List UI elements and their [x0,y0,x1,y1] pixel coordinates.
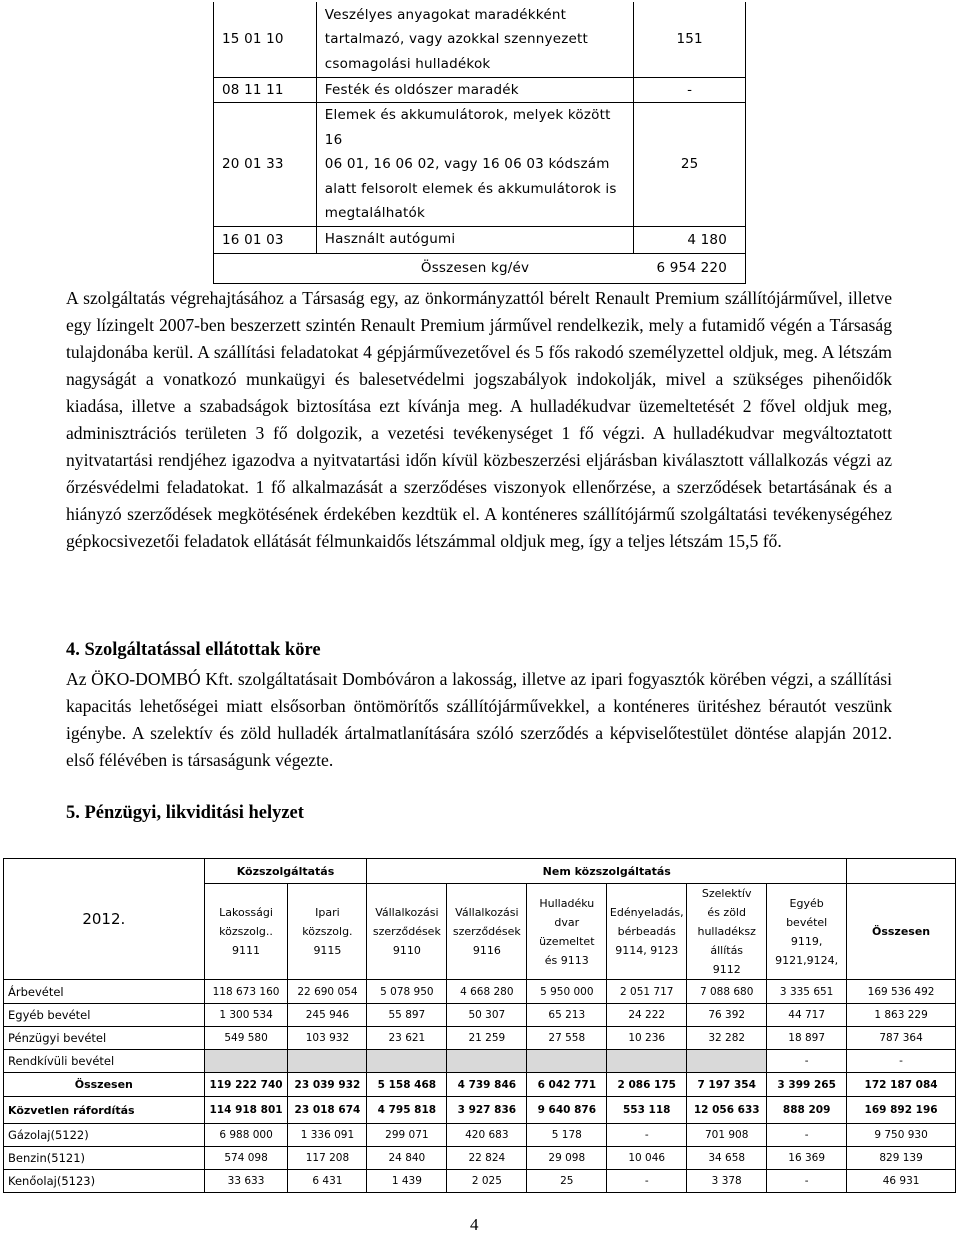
finance-cell: 553 118 [607,1097,687,1124]
waste-description-line: megtalálhatók [324,205,425,221]
finance-row [4,1027,956,1050]
column-header [367,884,447,980]
finance-cell: 1 300 534 [204,1004,288,1027]
column-header-line: közszolg.. 9111 [219,925,273,957]
waste-code: 15 01 10 [214,2,317,77]
finance-year: 2012. [4,859,205,980]
column-header [447,884,527,980]
finance-cell: 5 158 468 [367,1073,447,1097]
column-header-line: Hulladéku [539,896,595,910]
finance-cell: 9 640 876 [527,1097,607,1124]
finance-cell: 24 222 [607,1004,687,1027]
waste-description-line: 06 01, 16 06 02, vagy 16 06 03 kódszám [324,156,610,172]
finance-cell: 245 946 [288,1004,367,1027]
finance-cell: 1 336 091 [288,1124,367,1147]
finance-group-row [4,859,956,884]
finance-cell: 420 683 [447,1124,527,1147]
column-header-line: dvar [554,915,580,929]
finance-cell: 16 369 [767,1147,847,1170]
finance-cell: 55 897 [367,1004,447,1027]
finance-cell: 3 335 651 [767,980,847,1004]
finance-cell: 114 918 801 [204,1097,288,1124]
finance-cell: 2 025 [447,1170,527,1193]
finance-cell: 172 187 084 [847,1073,956,1097]
finance-row [4,1170,956,1193]
finance-row [4,1004,956,1027]
column-header-line: 9114, 9123 [615,944,679,957]
waste-description-line: Festék és oldószer maradék [324,81,519,98]
finance-cell: 6 988 000 [204,1124,288,1147]
finance-cell: 10 046 [607,1147,687,1170]
column-header-line: szerződések [372,925,441,938]
waste-description-line: alatt felsorolt elemek és akkumulátorok is [324,180,617,197]
waste-quantity: 151 [634,2,746,77]
finance-cell: - [607,1170,687,1193]
finance-cell: 3 378 [687,1170,767,1193]
column-header-line: Egyéb [789,896,824,910]
column-header [204,884,288,980]
service-text: A szolgáltatás végrehajtásához a Társaság egy, az önkormányzattól bérelt Renault Premium szállítójárművel, illetve egy lízingelt 2007-ben beszerzett szintén Renault Premium járművel rendelkezik, mely a futamidő végén a Társaság tulajdonába kerül. A szállítási feladatokat 4 gépjárművezetővel és 5 fős rakodó személyzettel oldjuk, meg. A létszám nagyságát a vonatkozó munkaügyi és balesetvédelmi jogszabályok indokolják, mivel a szükséges pihenőidők kiadása, illetve a szabadságok biztosítása ezt kívánja meg. A hulladékudvar üzemeltetését 2 fővel oldjuk meg, adminisztrációs területen 3 fő dolgozik, a vezetési tevékenységet 1 fő végzi. A hulladékudvar megváltoztatott nyitvatartási rendjéhez igazodva a nyitvatartási időn kívül közbeszerzési eljárásban kiválasztott vállalkozás végzi az őrzésvédelmi feladatokat. 1 fő alkalmazását a szerződéses viszonyok ellenőrzése, a szerződések betartásának és a hiányzó szerződések megkötésének érdekében kezdtük el. A konténeres szállítójármű szolgáltatási tevékenységéhez gépkocsivezetői feladatok ellátását félmunkaidős létszámmal oldjuk meg, így a teljes létszám 15,5 fő. [66,288,892,551]
column-header [527,884,607,980]
waste-table [213,2,746,284]
finance-cell: - [607,1124,687,1147]
service-paragraph [66,285,892,555]
waste-total-spacer [214,253,317,283]
group-total-blank [847,859,956,884]
finance-cell: 4 795 818 [367,1097,447,1124]
finance-cell: 1 863 229 [847,1004,956,1027]
column-header-line: Ipari [315,906,340,919]
column-header-line: bérbeadás [617,925,676,938]
column-header [288,884,367,980]
finance-row-label: Pénzügyi bevétel [4,1027,205,1050]
finance-cell: 299 071 [367,1124,447,1147]
finance-cell: 5 078 950 [367,980,447,1004]
finance-cell: 549 580 [204,1027,288,1050]
finance-cell: 9 750 930 [847,1124,956,1147]
finance-row [4,1073,956,1097]
column-header-line: Vállalkozási [375,906,439,919]
column-header [847,884,956,980]
finance-cell: 50 307 [447,1004,527,1027]
column-header-line: Összesen [871,925,931,938]
finance-row [4,1124,956,1147]
finance-cell [607,1050,687,1073]
finance-cell [367,1050,447,1073]
column-header-line: 9112 [712,963,741,976]
finance-cell: 5 950 000 [527,980,607,1004]
finance-cell: 4 668 280 [447,980,527,1004]
finance-cell: 888 209 [767,1097,847,1124]
finance-cell: 22 690 054 [288,980,367,1004]
finance-cell: 787 364 [847,1027,956,1050]
column-header-line: szerződések [452,925,521,938]
column-header-line: közszolg. [302,925,353,938]
waste-description-line: Használt autógumi [324,231,456,248]
finance-cell: 118 673 160 [204,980,288,1004]
waste-row [214,103,746,227]
column-header-line: 9116 [472,944,501,957]
waste-total-value: 6 954 220 [634,253,746,283]
finance-row [4,1097,956,1124]
waste-description [316,2,633,77]
finance-cell: 3 399 265 [767,1073,847,1097]
column-header-line: üzemeltet [539,934,595,948]
waste-quantity: - [634,77,746,103]
finance-cell: 103 932 [288,1027,367,1050]
waste-description [316,226,633,253]
column-header-line: Szelektív [701,887,752,900]
finance-row-label: Rendkívüli bevétel [4,1050,205,1073]
finance-cell: 2 051 717 [607,980,687,1004]
section-4-heading: 4. Szolgáltatással ellátottak köre [66,640,321,660]
finance-cell: - [847,1050,956,1073]
finance-cell: - [767,1050,847,1073]
finance-cell: 33 633 [204,1170,288,1193]
finance-cell: 23 018 674 [288,1097,367,1124]
finance-cell: 25 [527,1170,607,1193]
finance-cell: 27 558 [527,1027,607,1050]
finance-cell: 2 086 175 [607,1073,687,1097]
column-header-line: Vállalkozási [455,906,519,919]
group-nonpublic: Nem közszolgáltatás [367,859,847,884]
finance-cell: 23 039 932 [288,1073,367,1097]
finance-table [3,858,956,1193]
column-header-line: 9121,9124, [775,953,839,967]
finance-row [4,980,956,1004]
finance-cell: 24 840 [367,1147,447,1170]
column-header [607,884,687,980]
finance-cell: 169 536 492 [847,980,956,1004]
finance-cell: 169 892 196 [847,1097,956,1124]
finance-cell: 574 098 [204,1147,288,1170]
waste-description-line: Veszélyes anyagokat maradékként [324,6,567,23]
waste-quantity: 4 180 [634,226,746,253]
finance-cell: 34 658 [687,1147,767,1170]
finance-cell: 76 392 [687,1004,767,1027]
finance-cell: 117 208 [288,1147,367,1170]
finance-cell: 65 213 [527,1004,607,1027]
waste-row [214,226,746,253]
finance-row [4,1147,956,1170]
finance-cell [204,1050,288,1073]
finance-row-label: Közvetlen ráfordítás [4,1097,205,1124]
finance-cell: 46 931 [847,1170,956,1193]
finance-cell: 3 927 836 [447,1097,527,1124]
column-header-line: állítás [710,944,744,957]
finance-cell: 829 139 [847,1147,956,1170]
finance-cell [447,1050,527,1073]
waste-row [214,2,746,77]
finance-cell: 6 042 771 [527,1073,607,1097]
finance-cell: 29 098 [527,1147,607,1170]
finance-cell [288,1050,367,1073]
column-header-line: 9115 [313,944,342,957]
column-header [767,884,847,980]
finance-cell: 44 717 [767,1004,847,1027]
column-header-line: Lakossági [219,906,273,919]
finance-cell: 119 222 740 [204,1073,288,1097]
waste-description-line: csomagolási hulladékok [324,55,491,72]
column-header-line: hulladéksz [697,925,756,938]
page-number: 4 [470,1215,479,1234]
waste-code: 20 01 33 [214,103,317,227]
finance-cell [527,1050,607,1073]
column-header-line: és zöld [707,906,746,919]
finance-cell: 4 739 846 [447,1073,527,1097]
column-header-line: 9119, [790,934,823,948]
finance-row-label: Gázolaj(5122) [4,1124,205,1147]
finance-cell: 6 431 [288,1170,367,1193]
finance-cell: 22 824 [447,1147,527,1170]
column-header-line: bevétel [786,915,828,929]
finance-cell: 1 439 [367,1170,447,1193]
finance-row-label: Benzin(5121) [4,1147,205,1170]
waste-code: 08 11 11 [214,77,317,103]
waste-total-label: Összesen kg/év [316,253,633,283]
finance-cell: 5 178 [527,1124,607,1147]
finance-cell: 12 056 633 [687,1097,767,1124]
finance-cell: 701 908 [687,1124,767,1147]
section-4-text: Az ÖKO-DOMBÓ Kft. szolgáltatásait Dombóváron a lakosság, illetve az ipari fogyasztók körében végzi, a szállítási kapacitás lehetőségei miatt elsősorban öntömörítős szállítójárművekkel, a konténeres üritéshez bérautót veszünk igénybe. A szelektív és zöld hulladék ártalmatlanítására szóló szerződés a képviselőtestület döntése alapján 2012. első félévében is társaságunk végezte. [66,669,892,770]
finance-row [4,1050,956,1073]
finance-cell: 7 197 354 [687,1073,767,1097]
finance-cell: 18 897 [767,1027,847,1050]
waste-total-row [214,253,746,283]
column-header-line: Edényeladás, [609,906,684,919]
finance-cell: - [767,1124,847,1147]
column-header-line: 9110 [392,944,421,957]
finance-cell [687,1050,767,1073]
waste-quantity: 25 [634,103,746,227]
finance-cell: - [767,1170,847,1193]
waste-description [316,77,633,103]
column-header [687,884,767,980]
finance-cell: 23 621 [367,1027,447,1050]
waste-row [214,77,746,103]
finance-cell: 21 259 [447,1027,527,1050]
column-header-line: és 9113 [544,953,589,967]
finance-row-label: Egyéb bevétel [4,1004,205,1027]
section-4-paragraph [66,666,892,774]
finance-cell: 32 282 [687,1027,767,1050]
finance-row-label: Árbevétel [4,980,205,1004]
group-public: Közszolgáltatás [204,859,367,884]
finance-cell: 10 236 [607,1027,687,1050]
waste-code: 16 01 03 [214,226,317,253]
finance-row-label: Összesen [4,1073,205,1097]
section-5-heading: 5. Pénzügyi, likviditási helyzet [66,803,304,823]
waste-description-line: tartalmazó, vagy azokkal szennyezett [324,31,589,47]
waste-description [316,103,633,227]
finance-cell: 7 088 680 [687,980,767,1004]
waste-description-line: Elemek és akkumulátorok, melyek között 16 [324,107,611,148]
finance-row-label: Kenőolaj(5123) [4,1170,205,1193]
